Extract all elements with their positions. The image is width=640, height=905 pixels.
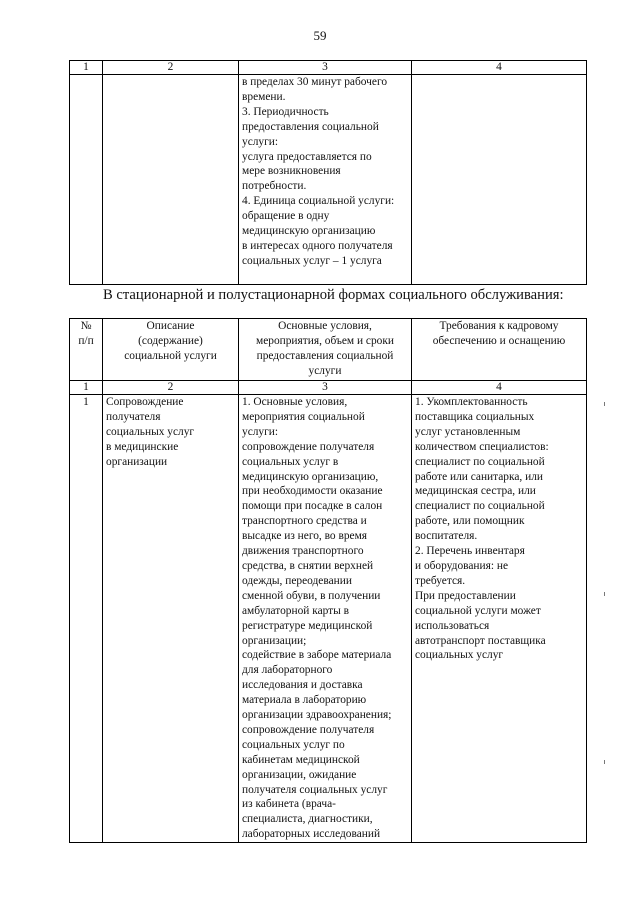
cell-conditions: в пределах 30 минут рабочего времени. 3. Периодичность предоставления социальной услуги: услуга предоставляется по мере возникновения потребности. 4. Единица социальной услуги: обращение в одну медицинскую организацию в интересах одного получателя социальных услуг – 1 услуга	[239, 75, 412, 285]
section-heading: В стационарной и полустационарной формах социального обслуживания:	[103, 287, 564, 303]
table-row	[70, 395, 587, 843]
header-number: № п/п	[70, 319, 103, 381]
col-number-1: 1	[70, 61, 103, 75]
col-number-3: 3	[239, 61, 412, 75]
cell-requirements: 1. Укомплектованность поставщика социальных услуг установленным количеством специалистов: специалист по социальной работе или санитарка, или медицинская сестра, или специалист по социальной работе, или помощник воспитателя. 2. Перечень инвентаря и оборудования: не требуется. При предоставлении социальной услуги может использоваться автотранспорт поставщика социальных услуг	[412, 395, 587, 843]
col-number-1: 1	[70, 381, 103, 395]
col-number-3: 3	[239, 381, 412, 395]
services-table	[69, 318, 587, 843]
col-number-4: 4	[412, 381, 587, 395]
table-row	[70, 75, 587, 285]
header-row	[70, 319, 587, 381]
cell-description	[103, 75, 239, 285]
cell-number: 1	[70, 395, 103, 843]
header-conditions: Основные условия, мероприятия, объем и сроки предоставления социальной услуги	[239, 319, 412, 381]
column-number-row	[70, 61, 587, 75]
col-number-2: 2	[103, 61, 239, 75]
cell-conditions: 1. Основные условия, мероприятия социальной услуги: сопровождение получателя социальных услуг в медицинскую организацию, при необходимости оказание помощи при посадке в салон транспортного средства и высадке из него, во время движения транспортного средства, в снятии верхней одежды, переодевании сменной обуви, в получении амбулаторной карты в регистратуре медицинской организации; содействие в заборе материала для лабораторного исследования и доставка материала в лабораторию организации здравоохранения; сопровождение получателя социальных услуг по кабинетам медицинской организации, ожидание получателя социальных услуг из кабинета (врача- специалиста, диагностики, лабораторных исследований	[239, 395, 412, 843]
margin-mark	[604, 760, 605, 764]
col-number-4: 4	[412, 61, 587, 75]
cell-description: Сопровождение получателя социальных услуг в медицинские организации	[103, 395, 239, 843]
header-requirements: Требования к кадровому обеспечению и оснащению	[412, 319, 587, 381]
cell-requirements	[412, 75, 587, 285]
header-description: Описание (содержание) социальной услуги	[103, 319, 239, 381]
column-number-row	[70, 381, 587, 395]
page-number: 59	[313, 28, 327, 43]
col-number-2: 2	[103, 381, 239, 395]
continuation-table	[69, 60, 587, 285]
margin-mark	[604, 592, 605, 596]
margin-mark	[604, 402, 605, 406]
cell-number	[70, 75, 103, 285]
